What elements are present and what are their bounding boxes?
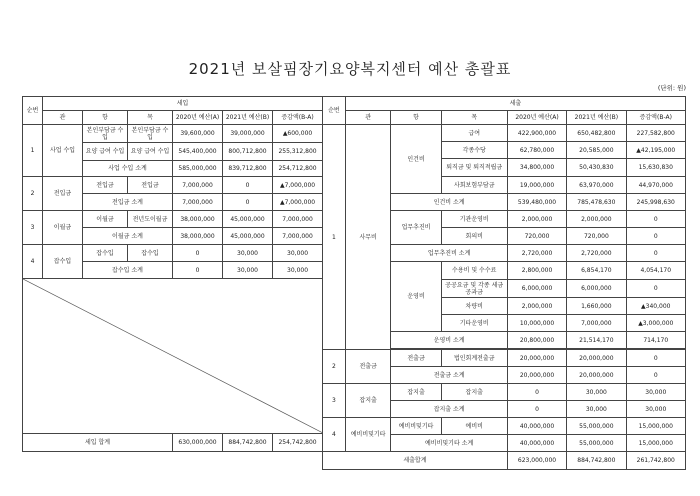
exp-h1-name: 인건비 — [391, 125, 441, 194]
exp-g2-r1-b: 20,000,000 — [567, 350, 626, 367]
exp-g4-r1-b: 55,000,000 — [567, 418, 626, 435]
exp-g4-r1-a: 40,000,000 — [507, 418, 566, 435]
exp-total-a: 623,000,000 — [507, 452, 566, 470]
exp-g4-no: 4 — [323, 418, 346, 452]
rev-g3-sub-label: 이월금 소계 — [83, 228, 173, 245]
exp-g4-r1-mok: 예비비 — [441, 418, 507, 435]
exp-g2-r1-d: 0 — [626, 350, 685, 367]
rev-header-no: 순번 — [23, 97, 43, 125]
exp-g2-no: 2 — [323, 350, 346, 384]
exp-g2-r1-mok: 법인회계전출금 — [441, 350, 507, 367]
exp-h3-m4-b: 7,000,000 — [567, 315, 626, 332]
rev-header-diff: 증감액(B-A) — [273, 111, 323, 125]
exp-h2-sub-a: 2,720,000 — [507, 245, 566, 262]
exp-h2-m1-b: 2,000,000 — [567, 211, 626, 228]
rev-g2-sub-label: 전입금 소계 — [83, 194, 173, 211]
exp-header-no: 순번 — [323, 97, 346, 125]
rev-header-2021: 2021년 예산(B) — [223, 111, 273, 125]
exp-h2-m1-mok: 기관운영비 — [441, 211, 507, 228]
rev-g1-r1-d: ▲600,000 — [273, 125, 323, 143]
rev-g3-sub-b: 45,000,000 — [223, 228, 273, 245]
rev-g1-sub-label: 사업 수입 소계 — [83, 161, 173, 177]
rev-g2-r1-mok: 전입금 — [128, 177, 173, 194]
exp-h3-m3-mok: 차량비 — [441, 298, 507, 315]
exp-header-2020: 2020년 예산(A) — [507, 111, 566, 125]
exp-g4-sub-b: 55,000,000 — [567, 435, 626, 452]
rev-g3-r1-d: 7,000,000 — [273, 211, 323, 228]
rev-g4-r1-mok: 잡수입 — [128, 245, 173, 262]
exp-h3-m4-d: ▲3,000,000 — [626, 315, 685, 332]
rev-header-mok: 목 — [128, 111, 173, 125]
exp-h2-name: 업무추진비 — [391, 211, 441, 245]
exp-g3-r1-mok: 잡지출 — [441, 384, 507, 401]
exp-g3-sub-label: 잡지출 소계 — [391, 401, 507, 418]
exp-h1-sub-label: 인건비 소계 — [391, 194, 507, 211]
rev-g3-name: 이월금 — [43, 211, 83, 245]
exp-h1-m1-d: 227,582,800 — [626, 125, 685, 142]
rev-g2-r1-d: ▲7,000,000 — [273, 177, 323, 194]
exp-h2-m2-d: 0 — [626, 228, 685, 245]
exp-g1-name: 사무비 — [345, 125, 391, 350]
exp-h3-name: 운영비 — [391, 262, 441, 332]
exp-g3-sub-b: 30,000 — [567, 401, 626, 418]
rev-g2-sub-d: ▲7,000,000 — [273, 194, 323, 211]
exp-h3-m1-b: 6,854,170 — [567, 262, 626, 280]
exp-h1-m1-b: 650,482,800 — [567, 125, 626, 142]
exp-h1-m2-b: 20,585,000 — [567, 142, 626, 159]
exp-h2-m2-a: 720,000 — [507, 228, 566, 245]
page-title: 2021년 보살핌장기요양복지센터 예산 총괄표 — [188, 60, 512, 78]
rev-header-2020: 2020년 예산(A) — [173, 111, 223, 125]
rev-g4-r1-b: 30,000 — [223, 245, 273, 262]
rev-total-d: 254,742,800 — [273, 434, 323, 452]
exp-total-b: 884,742,800 — [567, 452, 626, 470]
exp-h1-m4-b: 63,970,000 — [567, 177, 626, 194]
exp-h1-m4-mok: 사회보험부담금 — [441, 177, 507, 194]
rev-total-b: 884,742,800 — [223, 434, 273, 452]
exp-g2-r1-a: 20,000,000 — [507, 350, 566, 367]
exp-g4-r1-hang: 예비비및기타 — [391, 418, 441, 435]
exp-g3-sub-d: 30,000 — [626, 401, 685, 418]
exp-g1-no: 1 — [323, 125, 346, 350]
rev-g2-r1-hang: 전입금 — [83, 177, 128, 194]
exp-h1-m2-d: ▲42,195,000 — [626, 142, 685, 159]
rev-g3-r1-mok: 전년도이월금 — [128, 211, 173, 228]
exp-h3-m2-d: 0 — [626, 280, 685, 298]
exp-g4-sub-label: 예비비및기타 소계 — [391, 435, 507, 452]
exp-h3-sub-d: 714,170 — [626, 332, 685, 349]
exp-section-title: 세출 — [345, 97, 685, 111]
exp-h3-m1-d: 4,054,170 — [626, 262, 685, 280]
rev-g1-r2-a: 545,400,000 — [173, 143, 223, 161]
rev-g3-r1-hang: 이월금 — [83, 211, 128, 228]
exp-header-mok: 목 — [441, 111, 507, 125]
rev-g1-sub-d: 254,712,800 — [273, 161, 323, 177]
exp-h3-m2-b: 6,000,000 — [567, 280, 626, 298]
rev-g4-r1-d: 30,000 — [273, 245, 323, 262]
exp-total-label: 세출합계 — [323, 452, 508, 470]
exp-g4-r1-d: 15,000,000 — [626, 418, 685, 435]
rev-total-label: 세입 합계 — [23, 434, 173, 452]
exp-header-diff: 증감액(B-A) — [626, 111, 685, 125]
rev-total-a: 630,000,000 — [173, 434, 223, 452]
exp-g3-r1-a: 0 — [507, 384, 566, 401]
rev-g3-no: 3 — [23, 211, 43, 245]
rev-g4-sub-a: 0 — [173, 262, 223, 279]
exp-header-2021: 2021년 예산(B) — [567, 111, 626, 125]
rev-g1-r2-d: 255,312,800 — [273, 143, 323, 161]
rev-g1-r2-hang: 요양 급여 수입 — [83, 143, 128, 161]
exp-g2-r1-hang: 전출금 — [391, 350, 441, 367]
rev-section-title: 세입 — [43, 97, 323, 111]
rev-g2-sub-a: 7,000,000 — [173, 194, 223, 211]
exp-h1-m1-mok: 급여 — [441, 125, 507, 142]
exp-h1-sub-b: 785,478,630 — [567, 194, 626, 211]
exp-h3-m4-a: 10,000,000 — [507, 315, 566, 332]
rev-g4-no: 4 — [23, 245, 43, 279]
exp-g3-sub-a: 0 — [507, 401, 566, 418]
exp-h3-sub-label: 운영비 소계 — [391, 332, 507, 349]
exp-total-d: 261,742,800 — [626, 452, 685, 470]
exp-header-hang: 항 — [391, 111, 441, 125]
exp-h1-m3-d: 15,630,830 — [626, 159, 685, 177]
exp-g3-no: 3 — [323, 384, 346, 418]
exp-h1-m3-mok: 퇴직금 및 퇴직적립금 — [441, 159, 507, 177]
exp-h2-sub-d: 0 — [626, 245, 685, 262]
rev-g1-r2-b: 800,712,800 — [223, 143, 273, 161]
rev-g3-r1-b: 45,000,000 — [223, 211, 273, 228]
rev-g4-r1-a: 0 — [173, 245, 223, 262]
exp-h3-m2-mok: 공공요금 및 각종 세금공과금 — [441, 280, 507, 298]
exp-g2-sub-a: 20,000,000 — [507, 367, 566, 384]
exp-h1-m3-b: 50,430,830 — [567, 159, 626, 177]
exp-h2-m2-b: 720,000 — [567, 228, 626, 245]
exp-g4-sub-d: 15,000,000 — [626, 435, 685, 452]
exp-h3-m1-mok: 수용비 및 수수료 — [441, 262, 507, 280]
rev-g4-sub-d: 30,000 — [273, 262, 323, 279]
rev-g2-no: 2 — [23, 177, 43, 211]
exp-h1-m2-a: 62,780,000 — [507, 142, 566, 159]
rev-g4-sub-label: 잡수입 소계 — [83, 262, 173, 279]
rev-g4-name: 잡수입 — [43, 245, 83, 279]
revenue-table — [22, 96, 323, 452]
rev-header-hang: 항 — [83, 111, 128, 125]
rev-g1-r1-b: 39,000,000 — [223, 125, 273, 143]
exp-h2-sub-b: 2,720,000 — [567, 245, 626, 262]
exp-h3-sub-a: 20,800,000 — [507, 332, 566, 349]
exp-h1-m1-a: 422,900,000 — [507, 125, 566, 142]
rev-g4-r1-hang: 잡수입 — [83, 245, 128, 262]
rev-header-gwan: 관 — [43, 111, 83, 125]
exp-g3-r1-b: 30,000 — [567, 384, 626, 401]
exp-header-gwan: 관 — [345, 111, 391, 125]
exp-h1-m4-d: 44,970,000 — [626, 177, 685, 194]
expense-table — [322, 96, 686, 470]
exp-h1-sub-d: 245,998,630 — [626, 194, 685, 211]
rev-g3-sub-d: 7,000,000 — [273, 228, 323, 245]
rev-g1-name: 사업 수입 — [43, 125, 83, 177]
exp-g3-name: 잡지출 — [345, 384, 391, 418]
exp-h3-m3-d: ▲340,000 — [626, 298, 685, 315]
rev-g3-r1-a: 38,000,000 — [173, 211, 223, 228]
rev-g1-sub-a: 585,000,000 — [173, 161, 223, 177]
rev-g1-sub-b: 839,712,800 — [223, 161, 273, 177]
exp-h3-m1-a: 2,800,000 — [507, 262, 566, 280]
rev-g1-r1-mok: 본인부담금 수입 — [128, 125, 173, 143]
exp-g3-r1-hang: 잡지출 — [391, 384, 441, 401]
exp-h3-m2-a: 6,000,000 — [507, 280, 566, 298]
exp-h1-m4-a: 19,000,000 — [507, 177, 566, 194]
rev-g1-r2-mok: 요양 급여 수입 — [128, 143, 173, 161]
rev-g2-r1-a: 7,000,000 — [173, 177, 223, 194]
exp-h1-m3-a: 34,800,000 — [507, 159, 566, 177]
exp-g2-sub-label: 전출금 소계 — [391, 367, 507, 384]
exp-h3-m4-mok: 기타운영비 — [441, 315, 507, 332]
unit-label: (단위: 원) — [657, 84, 686, 92]
exp-h3-m3-b: 1,660,000 — [567, 298, 626, 315]
rev-g2-r1-b: 0 — [223, 177, 273, 194]
rev-g1-r1-a: 39,600,000 — [173, 125, 223, 143]
rev-g2-name: 전입금 — [43, 177, 83, 211]
exp-h3-m3-a: 2,000,000 — [507, 298, 566, 315]
exp-g4-name: 예비비및기타 — [345, 418, 391, 452]
exp-h1-m2-mok: 각종수당 — [441, 142, 507, 159]
budget-sheet — [22, 96, 686, 464]
exp-h3-sub-b: 21,514,170 — [567, 332, 626, 349]
exp-h2-m1-a: 2,000,000 — [507, 211, 566, 228]
exp-h1-sub-a: 539,480,000 — [507, 194, 566, 211]
diagonal-line — [23, 279, 323, 433]
exp-h2-m2-mok: 회의비 — [441, 228, 507, 245]
exp-g2-name: 전출금 — [345, 350, 391, 384]
rev-g1-no: 1 — [23, 125, 43, 177]
rev-g4-sub-b: 30,000 — [223, 262, 273, 279]
rev-g1-r1-hang: 본인부담금 수입 — [83, 125, 128, 143]
exp-h2-sub-label: 업무추진비 소계 — [391, 245, 507, 262]
exp-g2-sub-b: 20,000,000 — [567, 367, 626, 384]
exp-h2-m1-d: 0 — [626, 211, 685, 228]
exp-g2-sub-d: 0 — [626, 367, 685, 384]
exp-g4-sub-a: 40,000,000 — [507, 435, 566, 452]
exp-g3-r1-d: 30,000 — [626, 384, 685, 401]
rev-g3-sub-a: 38,000,000 — [173, 228, 223, 245]
rev-g2-sub-b: 0 — [223, 194, 273, 211]
rev-empty-area — [23, 279, 323, 434]
